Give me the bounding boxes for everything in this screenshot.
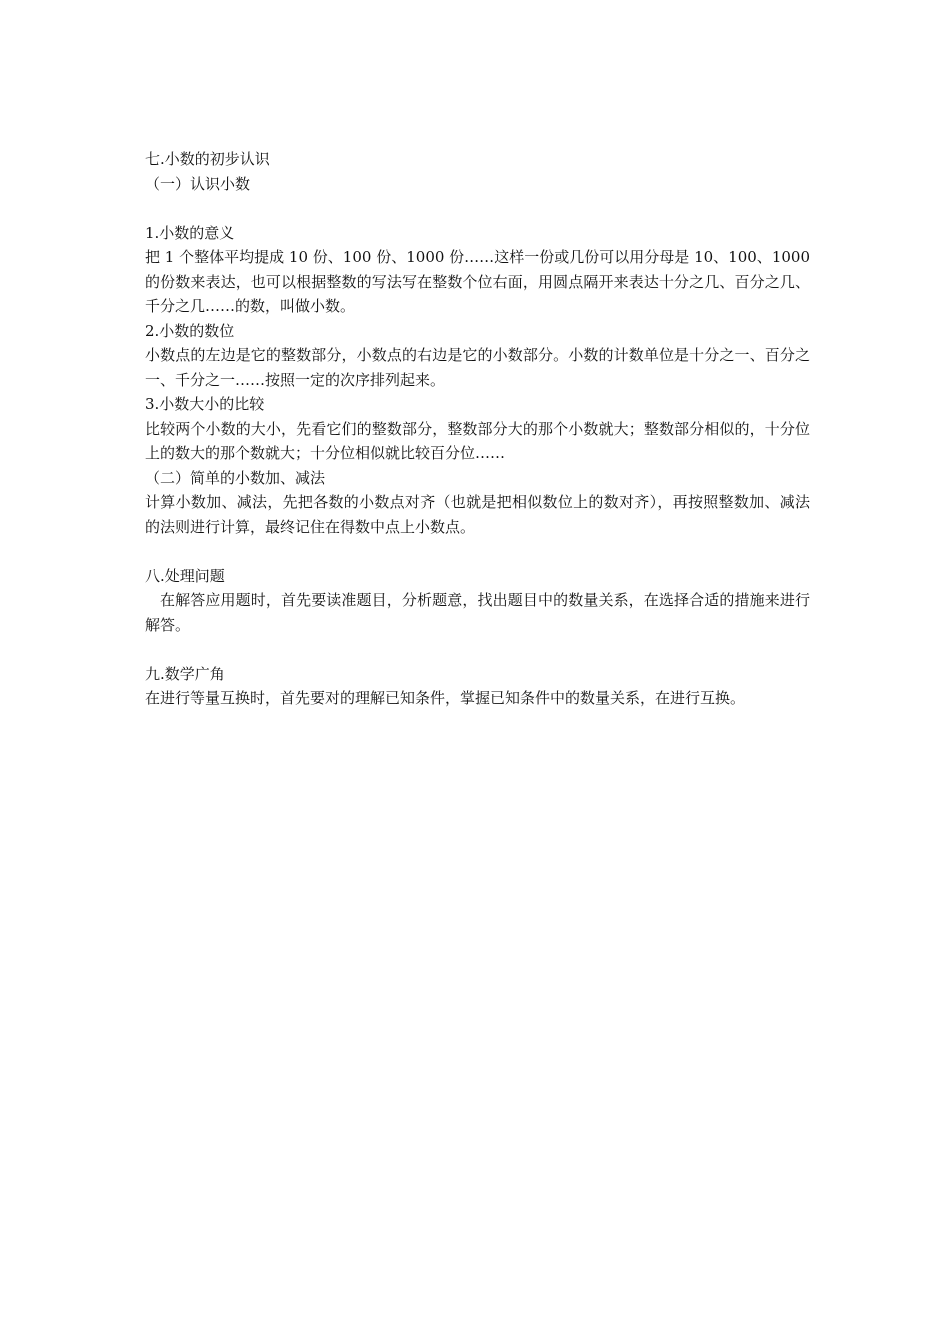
heading-decimal-meaning: 1.小数的意义 — [145, 223, 235, 242]
paragraph-problem-solving: 在解答应用题时，首先要读准题目，分析题意，找出题目中的数量关系，在选择合适的措施来进行解答。 — [145, 591, 810, 634]
paragraph-decimal-places: 小数点的左边是它的整数部分，小数点的右边是它的小数部分。小数的计数单位是十分之一、百分之一、千分之一……按照一定的次序排列起来。 — [145, 346, 810, 389]
paragraph-decimal-comparison: 比较两个小数的大小，先看它们的整数部分，整数部分大的那个小数就大；整数部分相似的，十分位上的数大的那个数就大；十分位相似就比较百分位…… — [145, 419, 810, 462]
blank-line — [145, 637, 810, 662]
heading-decimal-comparison: 3.小数大小的比较 — [145, 395, 265, 413]
section-7-subtitle-2: （二）简单的小数加、减法 — [145, 468, 326, 487]
section-7-subtitle-1: （一）认识小数 — [145, 174, 251, 193]
section-9-title: 九.数学广角 — [145, 664, 225, 683]
heading-decimal-places: 2.小数的数位 — [145, 321, 235, 340]
paragraph-decimal-add-subtract: 计算小数加、减法，先把各数的小数点对齐（也就是把相似数位上的数对齐），再按照整数加、减法的法则进行计算，最终记住在得数中点上小数点。 — [145, 493, 810, 536]
section-7-title: 七.小数的初步认识 — [145, 150, 270, 168]
blank-line — [145, 196, 810, 221]
paragraph-math-corner: 在进行等量互换时，首先要对的理解已知条件，掌握已知条件中的数量关系，在进行互换。 — [145, 689, 746, 707]
document-page — [145, 147, 810, 711]
section-8-title: 八.处理问题 — [145, 566, 225, 585]
paragraph-decimal-meaning: 把 1 个整体平均提成 10 份、100 份、1000 份……这样一份或几份可以用分母是 10、100、1000 的份数来表达，也可以根据整数的写法写在整数个位右面，用圆点隔开来表达十分之几、百分之几、千分之几……的数，叫做小数。 — [145, 248, 810, 315]
blank-line — [145, 539, 810, 564]
